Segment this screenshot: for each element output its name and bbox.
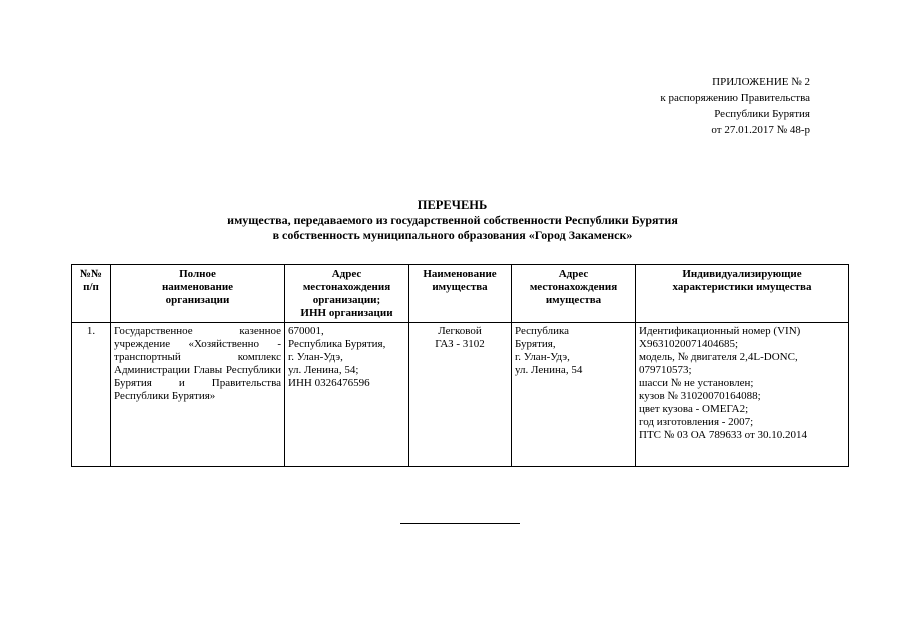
table-row [72,323,849,467]
title-line-2: имущества, передаваемого из государственной собственности Республики Бурятия [227,213,678,227]
property-table [71,264,849,467]
cell-property-address: Республика Бурятия, г. Улан-Удэ, ул. Ленина, 54 [512,323,636,467]
header-number: №№ п/п [72,265,111,323]
cell-org-address: 670001, Республика Бурятия, г. Улан-Удэ, ул. Ленина, 54; ИНН 0326476596 [285,323,409,467]
appendix-number: ПРИЛОЖЕНИЕ № 2 [712,76,810,88]
appendix-region: Республики Бурятия [714,108,810,120]
cell-characteristics: Идентификационный номер (VIN) Х9631020071404685; модель, № двигателя 2,4L-DONC, 079710573; шасси № не установлен; кузов № 31020070164088; цвет кузова - ОМЕГА2; год изготовления - 2007; ПТС № 03 ОА 789633 от 30.10.2014 [636,323,849,467]
header-property-name: Наименование имущества [409,265,512,323]
cell-number: 1. [72,323,111,467]
appendix-date: от 27.01.2017 № 48-р [711,124,810,136]
header-org-name: Полное наименование организации [111,265,285,323]
appendix-block [660,74,810,138]
footer-separator-line [400,523,520,524]
appendix-reference: к распоряжению Правительства [660,92,810,104]
title-line-3: в собственность муниципального образования «Город Закаменск» [272,228,633,242]
table-header-row [72,265,849,323]
cell-property-name: Легковой ГАЗ - 3102 [409,323,512,467]
header-property-address: Адрес местонахождения имущества [512,265,636,323]
title-main: ПЕРЕЧЕНЬ [417,198,488,212]
header-org-address: Адрес местонахождения организации; ИНН организации [285,265,409,323]
cell-org-name: Государственное казенное учреждение «Хозяйственно - транспортный комплекс Администрации Главы Республики Бурятия и Правительства Республики Бурятия» [111,323,285,467]
header-characteristics: Индивидуализирующие характеристики имущества [636,265,849,323]
document-title [0,198,905,243]
